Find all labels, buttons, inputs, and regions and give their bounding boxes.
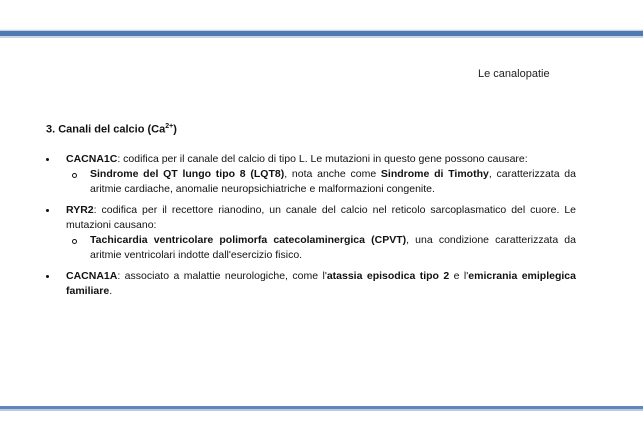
bullet-icon xyxy=(46,158,49,161)
section-title: 3. Canali del calcio $(Ca^{2+})$ xyxy=(46,123,177,136)
bullet-list xyxy=(46,152,576,305)
sub-item-lqt8: Sindrome del QT lungo tipo 8 (LQT8), nota anche come Sindrome di Timothy, caratterizzata da aritmie cardiache, anomalie neuropsichiatriche e malformazioni congenite. xyxy=(66,167,576,197)
list-item-cacna1c: CACNA1C: codifica per il canale del calcio di tipo L. Le mutazioni in questo gene possono causare: Sindrome del QT lungo tipo 8 (LQT8), nota anche come Sindrome di Timothy, caratterizzata da aritmie cardiache, anomalie neuropsichiatriche e malformazioni congenite. xyxy=(46,152,576,197)
header-rule-light xyxy=(0,36,643,38)
circle-bullet-icon xyxy=(72,173,77,178)
footer-rule-light xyxy=(0,409,643,411)
list-item-cacna1a: CACNA1A: associato a malattie neurologiche, come l'atassia episodica tipo 2 e l'emicrania emiplegica familiare. xyxy=(46,269,576,299)
circle-bullet-icon xyxy=(72,239,77,244)
bullet-icon xyxy=(46,209,49,212)
page-header-title: Le canalopatie xyxy=(478,68,550,80)
sub-item-cpvt: Tachicardia ventricolare polimorfa catecolaminergica (CPVT), una condizione caratterizzata da aritmie ventricolari indotte dall'esercizio fisico. xyxy=(66,233,576,263)
list-item-ryr2: RYR2: codifica per il recettore rianodino, un canale del calcio nel reticolo sarcoplasmatico del cuore. Le mutazioni causano: Tachicardia ventricolare polimorfa catecolaminergica (CPVT), una condizione caratterizzata da aritmie ventricolari indotte dall'esercizio fisico. xyxy=(46,203,576,263)
bullet-icon xyxy=(46,275,49,278)
